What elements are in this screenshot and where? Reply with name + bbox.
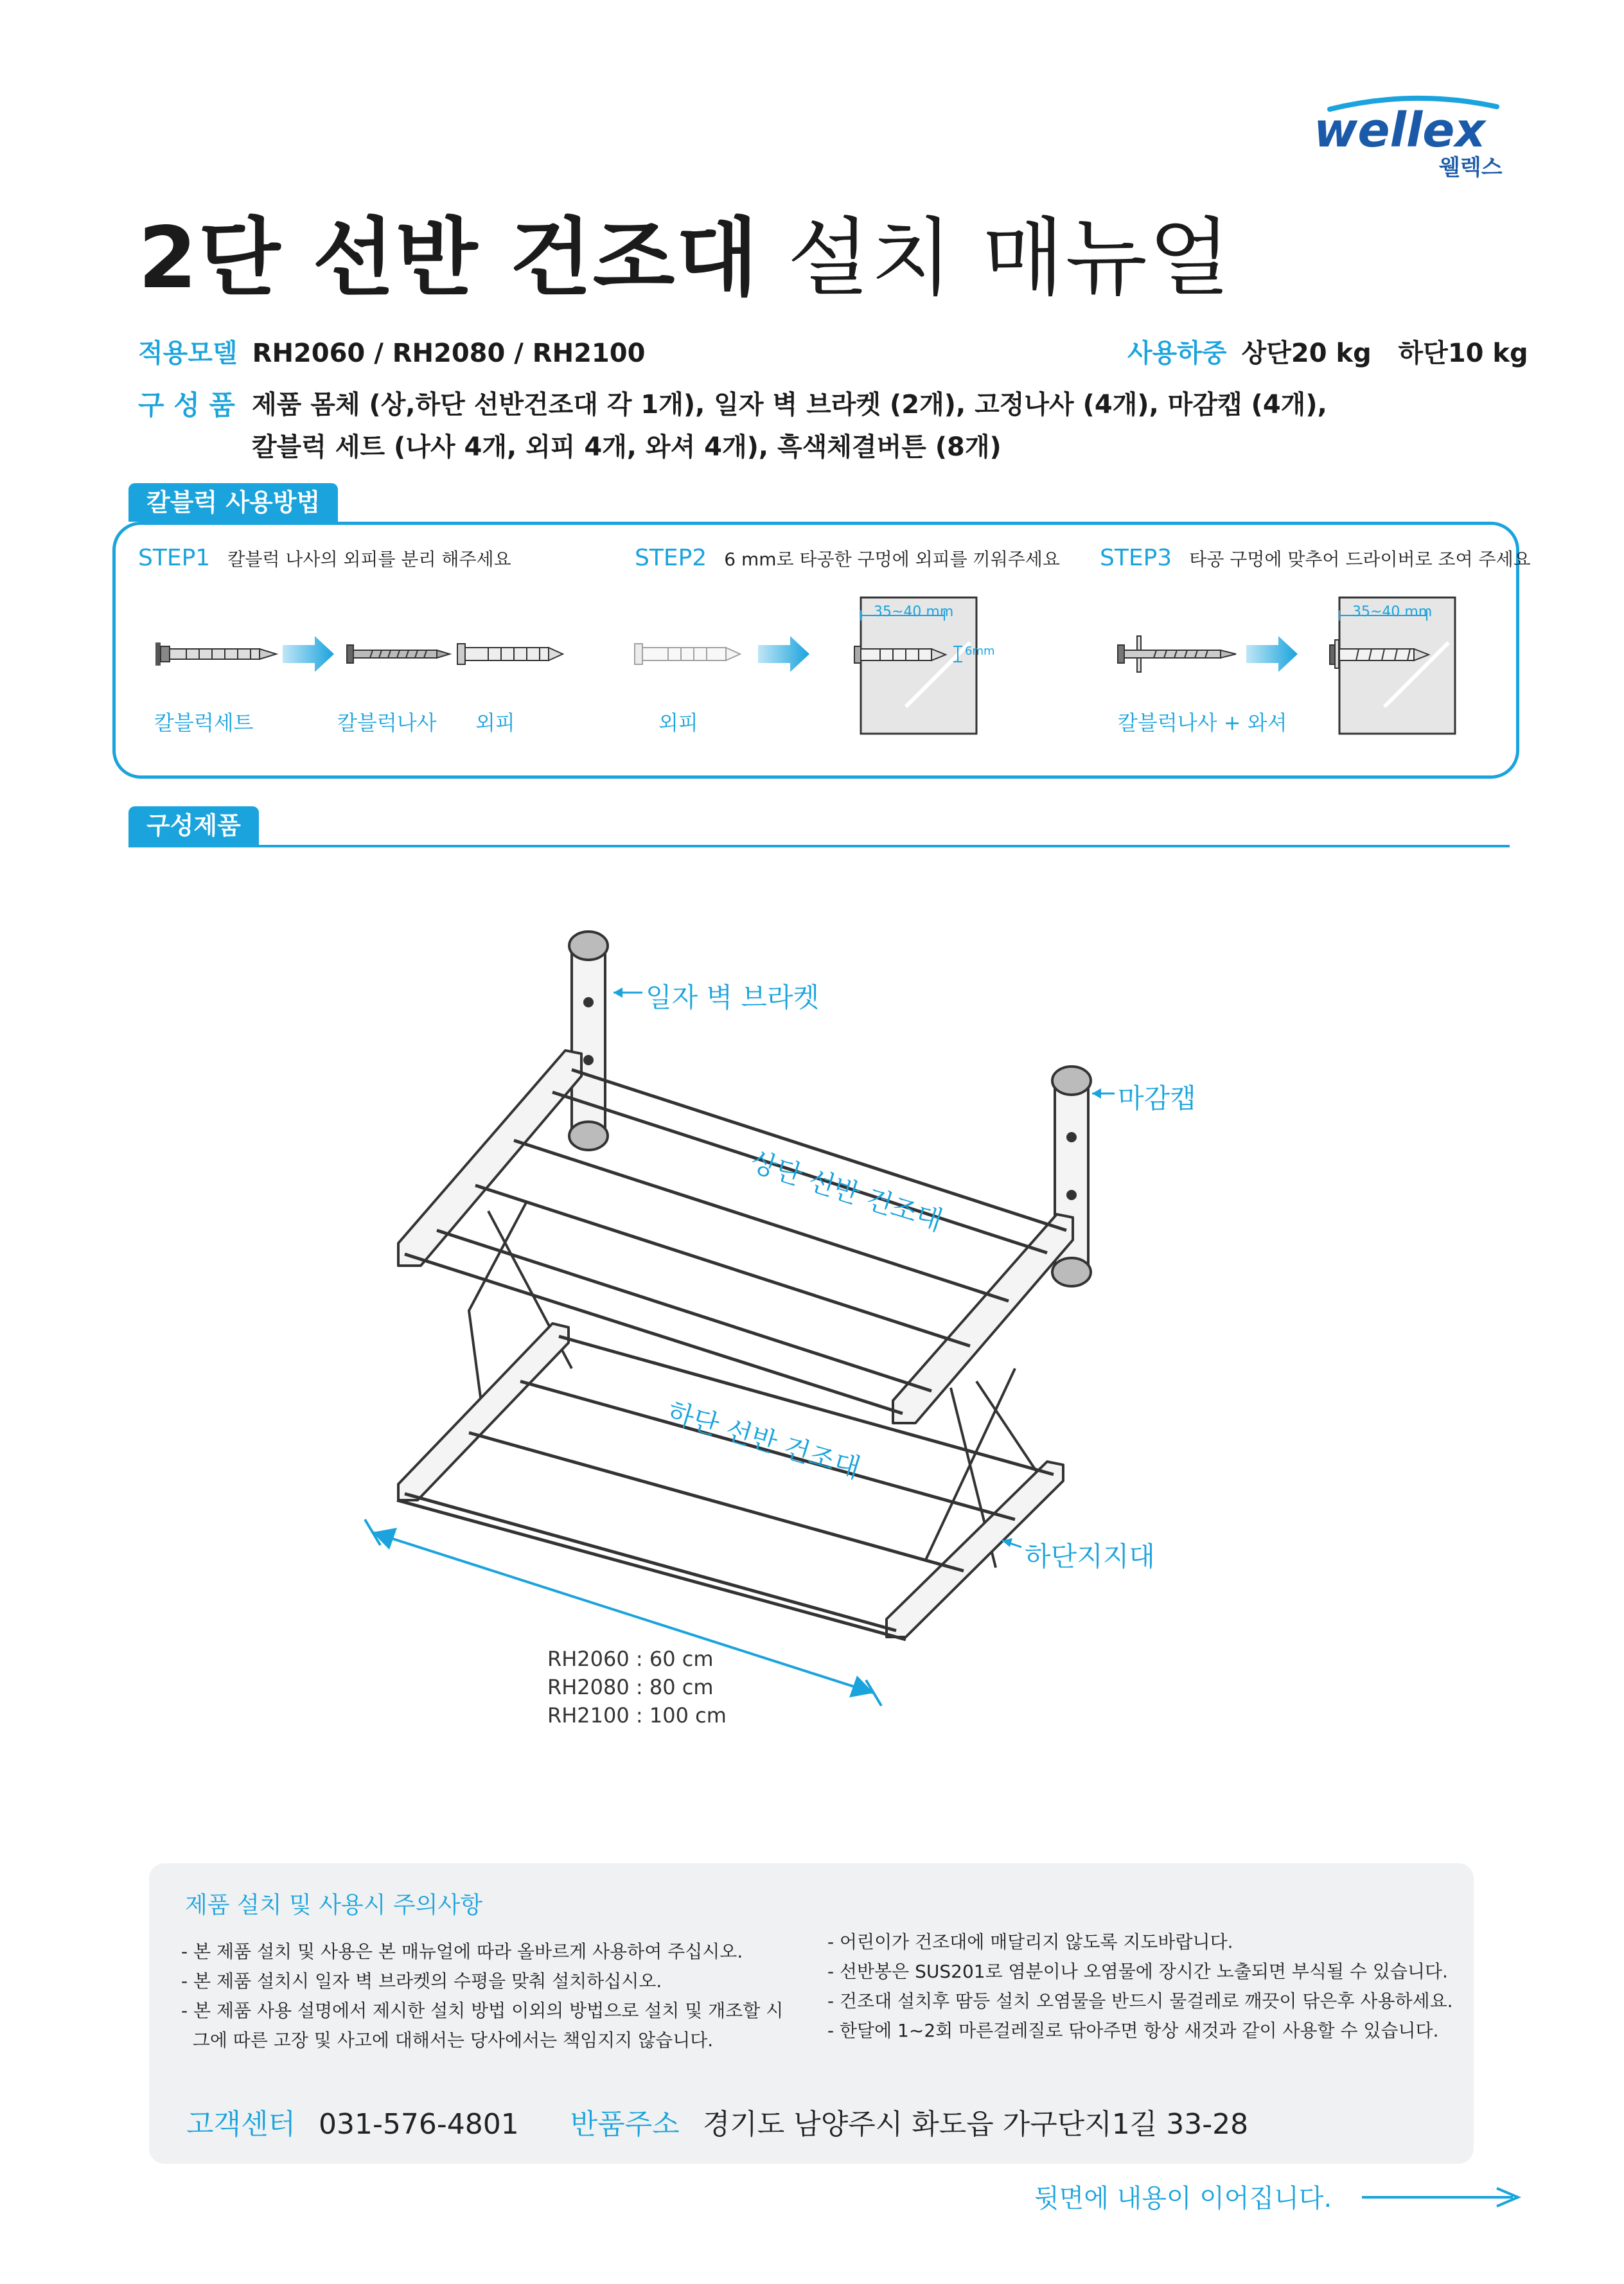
label-lower-shelf: 하단 선반 건조대: [664, 1395, 864, 1485]
arrow-icon: [283, 636, 334, 672]
load-row: [1127, 333, 1528, 369]
title-bold: 2단 선반 건조대: [138, 209, 759, 308]
models-label: 적용모델: [138, 339, 238, 368]
label-wall-bracket: 일자 벽 브라켓: [646, 982, 820, 1013]
lower-side-left: [398, 1323, 569, 1500]
step2-hole: 6mm: [965, 644, 995, 658]
arrow-icon: [758, 636, 809, 672]
label-lower-support: 하단지지대: [1025, 1541, 1155, 1572]
caution-title: 제품 설치 및 사용시 주의사항: [185, 1892, 483, 1918]
step3-title: STEP3: [1100, 545, 1172, 571]
caution-left-list: [181, 1937, 783, 2055]
step3-depth: 35~40 mm: [1352, 604, 1433, 620]
cs-label: 고객센터: [186, 2108, 296, 2141]
step2-depth: 35~40 mm: [874, 604, 954, 620]
components-line2: 칼블럭 세트 (나사 4개, 외피 4개, 와셔 4개), 흑색체결버튼 (8개): [252, 432, 1002, 462]
anchor-set-icon: [155, 642, 276, 666]
models-value: RH2060 / RH2080 / RH2100: [252, 339, 646, 368]
anchor-screw-icon: [347, 645, 450, 663]
logo-text: wellex: [1314, 103, 1486, 158]
models-row: [138, 333, 645, 369]
steps-illustrations: [116, 578, 1516, 771]
caption-step2-sleeve: 외피: [658, 711, 698, 735]
contact-row: [186, 2101, 1248, 2142]
return-label: 반품주소: [570, 2108, 680, 2141]
dim-rh2100: RH2100 : 100 cm: [547, 1703, 727, 1728]
caution-left-4: 그에 따른 고장 및 사고에 대해서는 당사에서는 책임지지 않습니다.: [181, 2030, 714, 2051]
step1-title: STEP1: [138, 545, 211, 571]
wellex-logo: [1304, 95, 1516, 179]
load-label: 사용하중: [1127, 339, 1227, 368]
components-label: 구 성 품: [138, 389, 235, 421]
step3-header: [1100, 545, 1531, 571]
label-upper-shelf: 상단 선반 건조대: [746, 1145, 947, 1237]
cs-phone: 031-576-4801: [319, 2108, 519, 2141]
continue-arrow-icon: [1359, 2184, 1526, 2210]
section-tab-anchor: 칼블럭 사용방법: [128, 483, 338, 522]
caution-right-3: - 건조대 설치후 땀등 설치 오염물을 반드시 물걸레로 깨끗이 닦은후 사용하세요.: [827, 1990, 1453, 2012]
caution-left-1: - 본 제품 설치 및 사용은 본 매뉴얼에 따라 올바르게 사용하여 주십시오.: [181, 1941, 743, 1962]
caption-anchor-set: 칼블럭세트: [154, 711, 254, 735]
step1-desc: 칼블럭 나사의 외피를 분리 해주세요: [227, 549, 511, 570]
caution-right-2: - 선반봉은 SUS201로 염분이나 오염물에 장시간 노출되면 부식될 수 있습니다.: [827, 1961, 1448, 1982]
anchor-sleeve-faded-icon: [635, 644, 740, 664]
caption-sleeve: 외피: [475, 711, 515, 735]
step2-title: STEP2: [635, 545, 707, 571]
dim-rh2060: RH2060 : 60 cm: [547, 1647, 714, 1671]
components-line1: 제품 몸체 (상,하단 선반건조대 각 1개), 일자 벽 브라켓 (2개), 고정나사 (4개), 마감캡 (4개),: [252, 390, 1327, 420]
load-value: 상단20 kg 하단10 kg: [1241, 339, 1528, 368]
caution-right-list: [827, 1927, 1453, 2046]
caution-left-2: - 본 제품 설치시 일자 벽 브라켓의 수평을 맞춰 설치하십시오.: [181, 1970, 662, 1992]
caption-anchor-screw: 칼블럭나사: [337, 711, 437, 735]
caption-screw-washer: 칼블럭나사 + 와셔: [1118, 711, 1287, 735]
screw-washer-icon: [1118, 636, 1236, 672]
step2-desc: 6 mm로 타공한 구멍에 외피를 끼워주세요: [724, 549, 1060, 570]
upper-side-left: [398, 1050, 581, 1266]
wall-bracket-left: [569, 932, 608, 1150]
title-light: 설치 매뉴얼: [787, 209, 1232, 308]
section-divider: [128, 845, 1510, 847]
step3-desc: 타공 구멍에 맞추어 드라이버로 조여 주세요: [1189, 549, 1531, 570]
arrow-icon: [1246, 636, 1298, 672]
page-title: [138, 190, 1231, 312]
step2-header: [635, 545, 1060, 571]
dim-rh2080: RH2080 : 80 cm: [547, 1675, 714, 1699]
logo-korean: 웰렉스: [1439, 155, 1503, 179]
dimension-list: [547, 1645, 727, 1730]
product-diagram: [360, 919, 1221, 1728]
caution-left-3: - 본 제품 사용 설명에서 제시한 설치 방법 이외의 방법으로 설치 및 개조할 시: [181, 2000, 784, 2021]
label-end-cap: 마감캡: [1118, 1083, 1196, 1114]
continued-note: 뒷면에 내용이 이어집니다.: [1034, 2184, 1332, 2213]
return-address: 경기도 남양주시 화도읍 가구단지1길 33-28: [702, 2108, 1249, 2141]
anchor-sleeve-icon: [457, 644, 563, 664]
caution-right-4: - 한달에 1~2회 마른걸레질로 닦아주면 항상 새것과 같이 사용할 수 있습니다.: [827, 2020, 1439, 2041]
caution-right-1: - 어린이가 건조대에 매달리지 않도록 지도바랍니다.: [827, 1931, 1233, 1952]
section-tab-components: 구성제품: [128, 806, 259, 845]
step1-header: [138, 545, 511, 571]
